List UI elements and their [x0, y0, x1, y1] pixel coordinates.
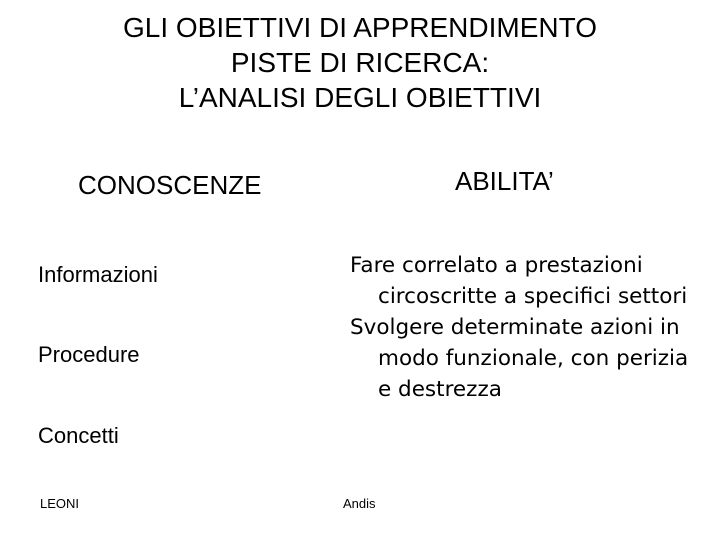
abilita-heading: ABILITA’ — [455, 166, 554, 196]
title-line-2: PISTE DI RICERCA: — [230, 47, 490, 78]
title-line-3: L’ANALISI DEGLI OBIETTIVI — [178, 82, 542, 113]
abilita-list — [350, 250, 700, 405]
conoscenze-heading: CONOSCENZE — [78, 170, 262, 200]
title-line-1: GLI OBIETTIVI DI APPRENDIMENTO — [122, 12, 598, 43]
footer-center: Andis — [343, 496, 376, 511]
abilita-item-fare: Fare correlato a prestazioni circoscritte a specifici settori — [350, 253, 688, 309]
footer-author: LEONI — [40, 496, 80, 511]
left-item-informazioni: Informazioni — [38, 262, 158, 287]
left-item-procedure: Procedure — [38, 342, 140, 367]
slide-title — [0, 10, 720, 115]
abilita-item-svolgere: Svolgere determinate azioni in modo funzionale, con perizia e destrezza — [350, 315, 689, 402]
left-item-concetti: Concetti — [38, 423, 119, 448]
